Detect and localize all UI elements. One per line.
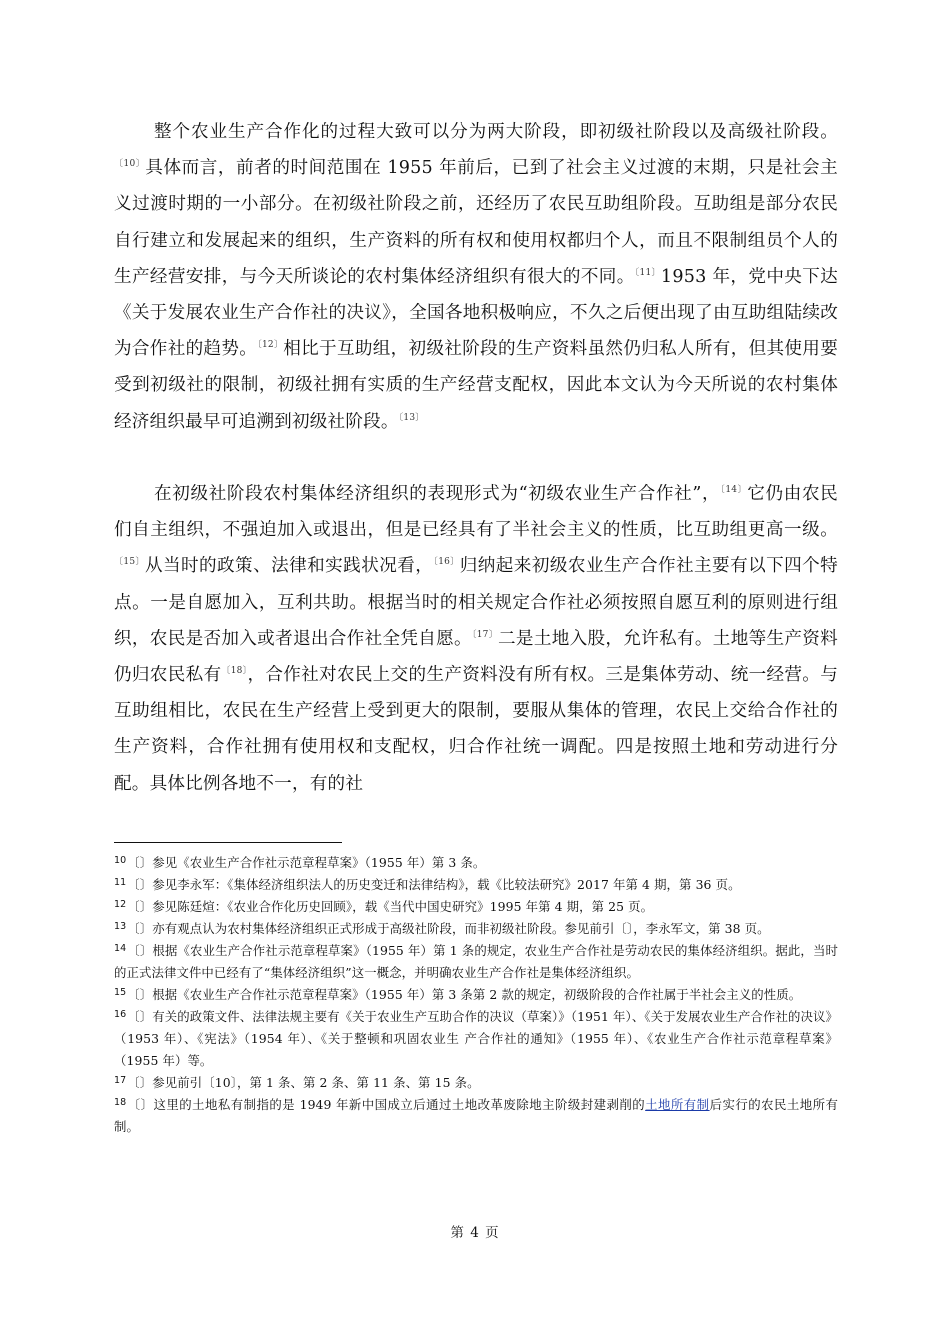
footnote-ref[interactable]: 〔13〕	[398, 412, 425, 423]
footnote-text: 〔〕参见《农业生产合作社示范章程草案》（1955 年）第 3 条。	[127, 855, 486, 870]
footnote-text: 〔〕根据《农业生产合作社示范章程草案》（1955 年）第 1 条的规定，农业生产合作社是劳动农民的集体经济组织。据此，当时的正式法律文件中已经有了“集体经济组织”这一概念，并明确农业生产合作社是集体经济组织。	[114, 943, 838, 980]
footnote-number: 18	[114, 1097, 127, 1108]
footnote-ref[interactable]: 〔18〕	[221, 666, 248, 677]
footnote-ref[interactable]: 〔12〕	[257, 340, 284, 351]
paragraph-text: 二是土地入股，允许私有。土地等生产资料仍归农民私有	[114, 628, 838, 686]
footnote-number: 17	[114, 1075, 127, 1086]
footnote-text: 〔〕这里的土地私有制指的是 1949 年新中国成立后通过土地改革废除地主阶级封建剥削的	[127, 1097, 646, 1112]
footnote-17	[114, 1072, 838, 1094]
page-number: 第 4 页	[450, 1225, 500, 1241]
footnote-12	[114, 896, 838, 918]
footnote-number: 12	[114, 899, 127, 910]
footnote-15	[114, 984, 838, 1006]
footnote-separator	[114, 842, 342, 843]
body-paragraph-1	[114, 114, 838, 440]
footnote-text: 〔〕亦有观点认为农村集体经济组织正式形成于高级社阶段，而非初级社阶段。参见前引〔〕，李永军文，第 38 页。	[127, 921, 770, 936]
footnote-number: 16	[114, 1009, 127, 1020]
paragraph-text: 从当时的政策、法律和实践状况看，	[144, 556, 434, 577]
footnote-18	[114, 1094, 838, 1138]
paragraph-text: 在初级社阶段农村集体经济组织的表现形式为“初级农业生产合作社”，	[154, 484, 721, 504]
footnote-number: 14	[114, 943, 127, 954]
footnote-number: 11	[114, 877, 127, 888]
footnote-14	[114, 940, 838, 984]
paragraph-text: 具体而言，前者的时间范围在 1955 年前后，已到了社会主义过渡的末期，只是社会主义过渡时期的一小部分。在初级社阶段之前，还经历了农民互助组阶段。互助组是部分农民自行建立和发展起来的组织，生产资料的所有权和使用权都归个人，而且不限制组员个人的生产经营安排，与今天所谈论的农村集体经济组织有很大的不同。	[114, 158, 838, 287]
paragraph-text: ，合作社对农民上交的生产资料没有所有权。三是集体劳动、统一经营。与互助组相比，农民在生产经营上受到更大的限制，要服从集体的管理，农民上交给合作社的生产资料，合作社拥有使用权和支配权，归合作社统一调配。四是按照土地和劳动进行分配。具体比例各地不一，有的社	[114, 665, 838, 794]
footnotes-list	[114, 852, 838, 1138]
footnote-number: 13	[114, 921, 127, 932]
paragraph-text: 它仍由农民们自主组织，不强迫加入或退出，但是已经具有了半社会主义的性质，比互助组更高一级。	[114, 484, 838, 541]
footnote-text: 〔〕参见陈廷煊：《农业合作化历史回顾》，载《当代中国史研究》1995 年第 4 期，第 25 页。	[127, 899, 654, 914]
footnote-ref[interactable]: 〔10〕	[114, 159, 146, 170]
footnote-10	[114, 852, 838, 874]
land-ownership-link[interactable]: 土地所有制	[645, 1097, 710, 1112]
footnote-ref[interactable]: 〔16〕	[433, 557, 460, 568]
footnote-ref[interactable]: 〔14〕	[720, 485, 748, 495]
footnote-11	[114, 874, 838, 896]
footnote-ref[interactable]: 〔15〕	[114, 557, 145, 568]
footnote-16	[114, 1006, 838, 1072]
paragraph-text: 1953 年，党中央下达《关于发展农业生产合作社的决议》，全国各地积极响应，不久之后便出现了由互助组陆续改为合作社的趋势。	[114, 266, 838, 360]
footnote-ref[interactable]: 〔11〕	[634, 267, 661, 278]
paragraph-text: 相比于互助组，初级社阶段的生产资料虽然仍归私人所有，但其使用要受到初级社的限制，初级社拥有实质的生产经营支配权，因此本文认为今天所说的农村集体经济组织最早可追溯到初级社阶段。	[114, 339, 838, 432]
footnote-text: 〔〕有关的政策文件、法律法规主要有《关于农业生产互助合作的决议（草案）》（1951 年）、《关于发展农业生产合作社的决议》（1953 年）、《宪法》（1954 年）、《关于整顿和巩固农业生 产合作社的通知》（1955 年）、《农业生产合作社示范章程草案》（1955 年）等。	[114, 1009, 838, 1068]
footnote-ref[interactable]: 〔17〕	[471, 629, 499, 640]
footnote-13	[114, 918, 838, 940]
body-paragraph-2	[114, 476, 838, 802]
footnote-text: 〔〕参见前引〔10〕，第 1 条、第 2 条、第 11 条、第 15 条。	[127, 1075, 480, 1090]
footnote-number: 15	[114, 987, 127, 998]
footnote-number: 10	[114, 855, 127, 866]
footnote-text: 〔〕参见李永军：《集体经济组织法人的历史变迁和法律结构》，载《比较法研究》2017 年第 4 期，第 36 页。	[127, 877, 741, 892]
footnote-text: 〔〕根据《农业生产合作社示范章程草案》（1955 年）第 3 条第 2 款的规定，初级阶段的合作社属于半社会主义的性质。	[127, 987, 802, 1002]
paragraph-text: 整个农业生产合作化的过程大致可以分为两大阶段，即初级社阶段以及高级社阶段。	[154, 122, 838, 142]
paragraph-text: 归纳起来初级农业生产合作社主要有以下四个特点。一是自愿加入，互利共助。根据当时的相关规定合作社必须按照自愿互利的原则进行组织，农民是否加入或者退出合作社全凭自愿。	[114, 556, 838, 649]
footnote-text: 后实行的农民土地所有制。	[114, 1097, 839, 1134]
